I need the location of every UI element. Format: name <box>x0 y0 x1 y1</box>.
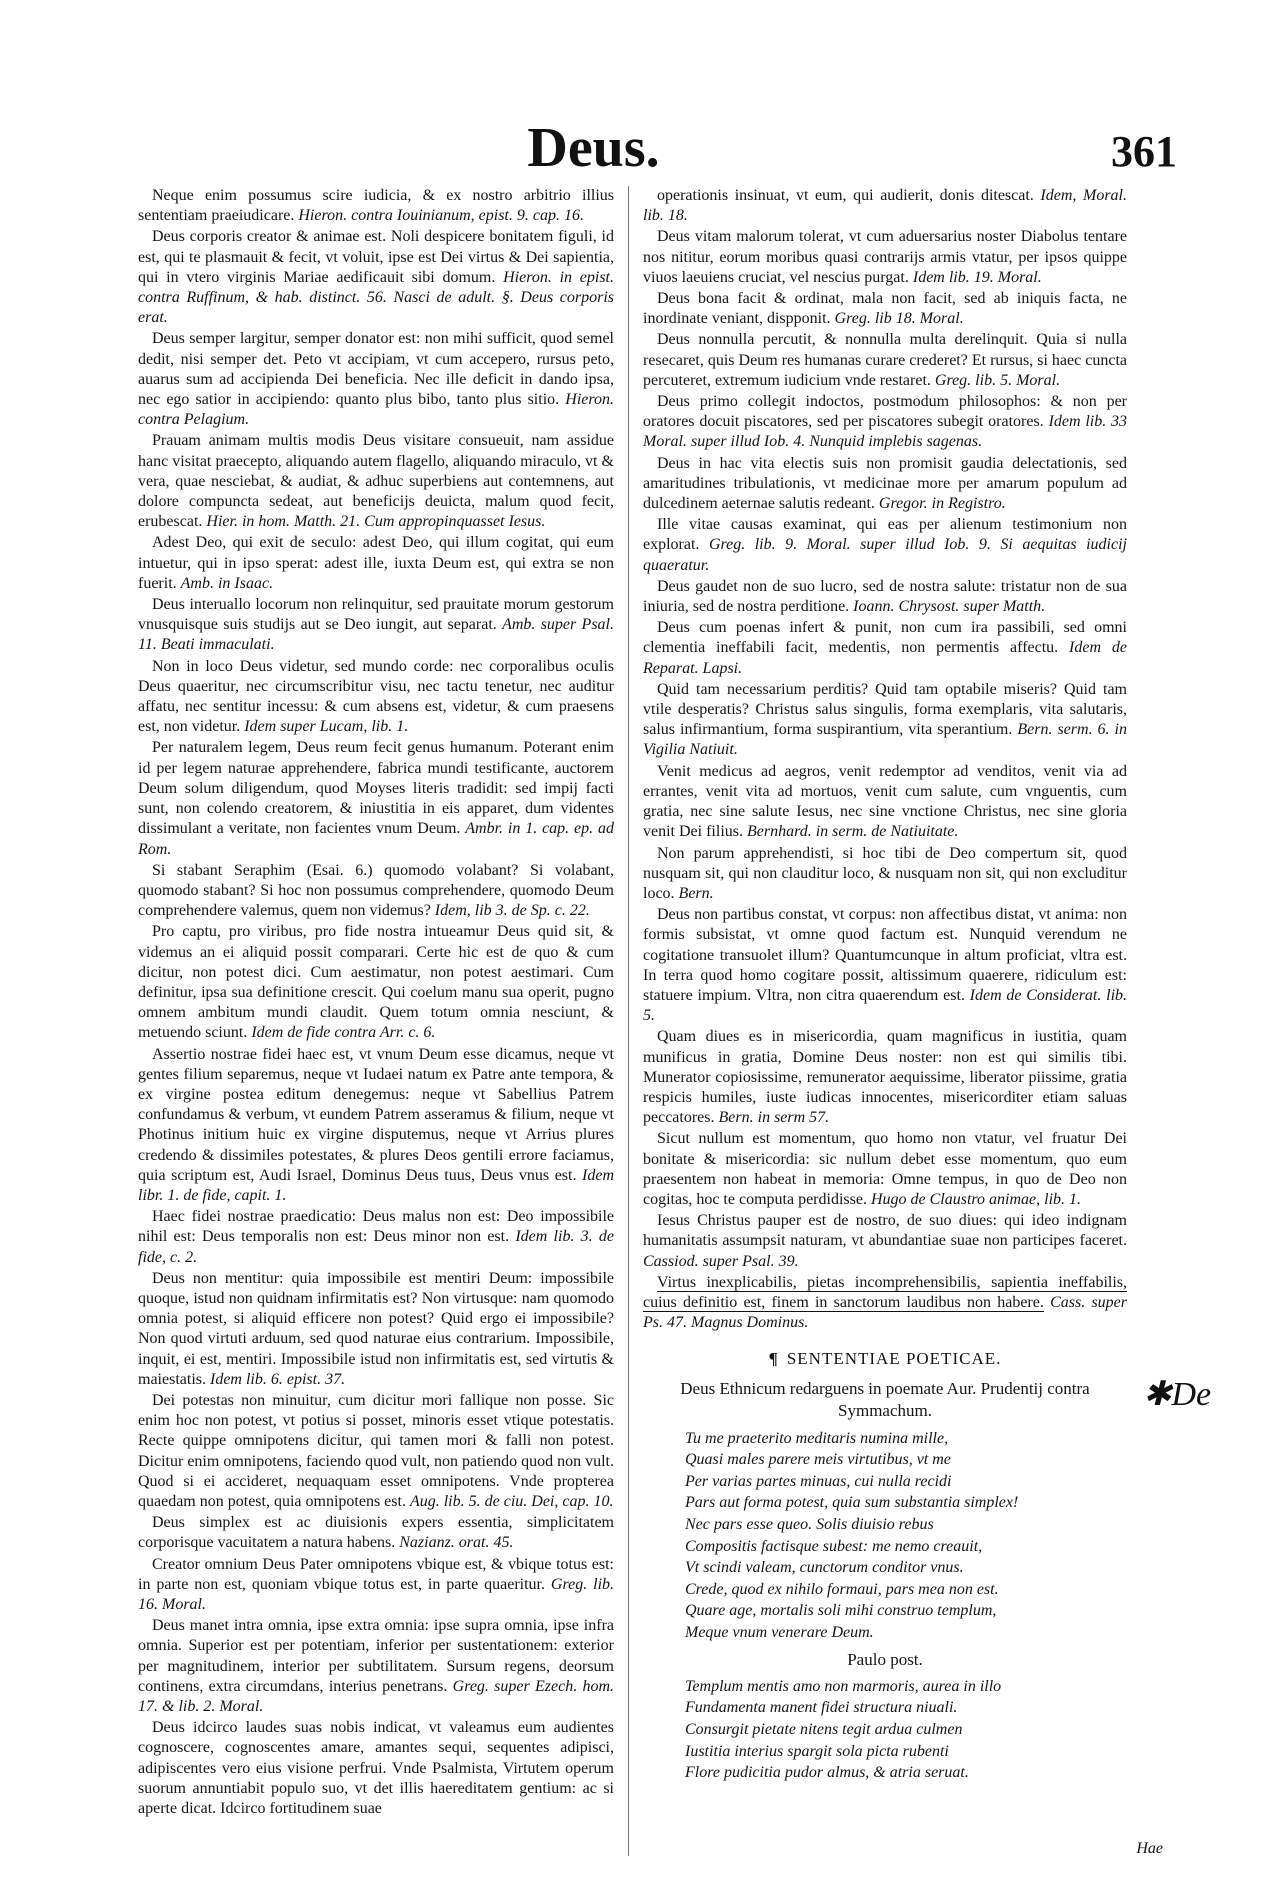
source-citation: Gregor. in Registro. <box>878 495 1006 513</box>
paragraph-text: Deus non partibus constat, vt corpus: non affectibus distat, vt anima: non formis subsistat, vt omne quod factum est. Nunquid verendum ne cogitatione transuolet illum? Quantumcunque in altum proficiat, vltra est. In terra quod homo cogitare possit, altissimum quaerere, ridiculum est: statuere impium. Vltra, non citra quaerendum est. <box>643 906 1127 1004</box>
paragraph-text: Deus nonnulla percutit, & nonnulla multa derelinquit. Quia si nulla resecaret, quis Deum res humanas curare crederet? Et rursus, si haec cuncta percuteret, extremum iudicium vnde restaret. <box>643 331 1127 389</box>
source-citation: Greg. lib 18. Moral. <box>834 310 964 328</box>
source-citation: Hugo de Claustro animae, lib. 1. <box>870 1190 1082 1208</box>
source-citation: Hier. in hom. Matth. 21. Cum appropinquasset Iesus. <box>206 513 546 531</box>
paragraph <box>643 905 1127 1026</box>
paragraph-text: Pro captu, pro viribus, pro fide nostra intueamur Deus quid sit, & videmus an ei aliquid possit comparari. Certe hic est de quo & cum dicitur, non potest dici. Cum aestimatur, non potest aestimari. Cum definitur, ipsa sua definitione crescit. Qui coelum manu sua operit, pugno omnem ambitum mundi claudit. Quem totum omnia nesciunt, & metuendo sciunt. <box>138 923 614 1042</box>
source-citation: Idem, Moral. lib. 18. <box>643 187 1128 225</box>
catchword: Hae <box>1136 1840 1163 1857</box>
paragraph <box>138 1269 614 1390</box>
paragraph <box>138 1718 614 1819</box>
source-citation: Ioann. Chrysost. super Matth. <box>853 598 1046 616</box>
verse-line: Crede, quod ex nihilo formaui, pars mea non est. <box>685 1580 999 1598</box>
verse-block-2 <box>685 1676 1127 1784</box>
paragraph <box>643 1129 1127 1210</box>
paragraph-text: Si stabant Seraphim (Esai. 6.) quomodo volabant? Si volabant, quomodo stabant? Si hoc non possumus comprehendere, quomodo Deum comprehendere valemus, quem non videmus? <box>138 861 614 920</box>
paragraph <box>643 618 1127 679</box>
source-citation: Idem lib. 19. Moral. <box>912 268 1042 286</box>
paragraph-text: Creator omnium Deus Pater omnipotens vbique est, & vbique totus est: in parte non est, quoniam vbique totus est, in parte quaeritur. <box>138 1555 614 1593</box>
paragraph-text: Deus semper largitur, semper donator est: non mihi sufficit, quod semel dedit, nisi semper det. Peto vt accipiam, vt cum accepero, rursus peto, auarus sum ad accipienda Dei beneficia. Nec ille deficit in dando ipsa, nec ego satior in accipiendo: quanto plus bibo, tanto plus sitio. <box>138 330 614 409</box>
paragraph-text: Deus in hac vita electis suis non promisit gaudia delectationis, sed amaritudines tribulationis, vt medicinae more per amarum populum ad dulcedinem aeternae salutis redeant. <box>643 454 1127 513</box>
source-citation: Greg. lib. 16. Moral. <box>138 1575 615 1614</box>
paragraph-text: Dei potestas non minuitur, cum dicitur mori fallique non posse. Sic enim hoc non potest, vt potius si posset, minoris esset vtique potestatis. Recte quippe omnipotens dicitur, qui tamen mori & falli non potest. Dicitur enim omnipotens, faciendo quod vult, non patiendo quod non vult. Quod si ei accideret, nequaquam esset omnipotens. Vnde propterea quaedam non potest, quia omnipotens est. <box>138 1391 614 1510</box>
source-citation: Idem de fide contra Arr. c. 6. <box>251 1024 436 1042</box>
paragraph <box>138 657 614 738</box>
paragraph <box>138 861 614 922</box>
source-citation: Bern. in serm 57. <box>718 1109 830 1127</box>
paragraph-text: Venit medicus ad aegros, venit redemptor ad venditos, venit via ad errantes, venit vita ad mortuos, venit cum salute, cum vnguentis, cum gratia, nec sine salute Iesus, nec sine vnctione Christus, nec sine gloria venit Dei filius. <box>643 762 1127 841</box>
source-citation: Hieron. contra Iouinianum, epist. 9. cap. 16. <box>298 207 584 225</box>
paragraph-text: Deus bona facit & ordinat, mala non facit, sed ab iniquis facta, ne inordinate veniant, dispponit. <box>643 290 1127 328</box>
paragraph <box>138 922 614 1043</box>
paragraph-text: Ille vitae causas examinat, qui eas per alienum testimonium non explorat. <box>643 516 1127 554</box>
right-column <box>643 186 1127 1784</box>
paragraph <box>138 533 614 594</box>
verse-line: Per varias partes minuas, cui nulla recidi <box>685 1472 952 1490</box>
verse-block-1 <box>685 1428 1127 1644</box>
paragraph <box>643 1211 1127 1272</box>
poetic-section-heading <box>643 1349 1127 1369</box>
paragraph <box>138 1616 614 1717</box>
source-citation: Cass. super Ps. 47. Magnus Dominus. <box>643 1293 1128 1332</box>
paragraph-text: Virtus inexplicabilis, pietas incomprehensibilis, sapientia ineffabilis, cuius definitio est, finem in sanctorum laudibus non habere. <box>643 1273 1127 1311</box>
verse-line: Nec pars esse queo. Solis diuisio rebus <box>685 1515 934 1533</box>
paragraph-mark-icon: ¶ <box>768 1349 779 1369</box>
source-citation: Greg. lib. 9. Moral. super illud Iob. 9. Si aequitas iudicij quaeratur. <box>643 536 1127 574</box>
paragraph-text: Deus cum poenas infert & punit, non cum ira passibili, sed omni clementia ineffabili facit, medentis, non permentis affectu. <box>643 619 1127 657</box>
verse-line: Pars aut forma potest, quia sum substantia simplex! <box>685 1494 1019 1512</box>
column-rule <box>628 186 629 1856</box>
source-citation: Bernhard. in serm. de Natiuitate. <box>746 823 959 841</box>
paragraph-text: Prauam animam multis modis Deus visitare consueuit, nam assidue hanc visitat praecepto, aliquando autem flagello, aliquando miraculo, vt & vera, quae nesciebat, & audiat, & adhuc superbiens aut contemnens, aut dolore compuncta sedeat, aut beneficijs deuicta, malum quod fecit, erubescat. <box>138 432 614 531</box>
source-citation: Idem de Reparat. Lapsi. <box>643 639 1128 677</box>
paragraph-text: Neque enim possumus scire iudicia, & ex nostro arbitrio illius sententiam praeiudicare. <box>138 187 614 225</box>
paragraph-text: Deus corporis creator & animae est. Noli despicere bonitatem figuli, id est, qui te plasmauit & fecit, vt voluit, ipse est Dei virtus & Dei sapientia, qui in vtero virginis Mariae aedificauit sibi domum. <box>138 228 614 286</box>
paragraph <box>138 186 614 226</box>
verse-line: Consurgit pietate nitens tegit ardua culmen <box>685 1720 963 1738</box>
paragraph <box>643 680 1127 761</box>
source-citation: Idem, lib 3. de Sp. c. 22. <box>434 902 590 920</box>
paragraph <box>643 515 1127 576</box>
source-citation: Bern. serm. 6. in Vigilia Natiuit. <box>643 721 1128 759</box>
paragraph <box>643 1027 1127 1128</box>
right-column-paragraphs <box>643 186 1127 1333</box>
paragraph <box>643 392 1127 453</box>
verse-line: Quasi males parere meis virtutibus, vt me <box>685 1451 951 1469</box>
paragraph-text: Deus gaudet non de suo lucro, sed de nostra salute: tristatur non de sua iniuria, sed de nostra perditione. <box>643 577 1127 616</box>
paragraph <box>643 454 1127 515</box>
source-citation: Amb. super Psal. 11. Beati immaculati. <box>138 616 614 654</box>
paragraph-text: Deus idcirco laudes suas nobis indicat, vt valeamus eum audientes cognoscere, cognoscentes amare, amantes sequi, sequentes adipisci, adipiscentes vero eius visione perfrui. Vnde Psalmista, Virtutem operum suorum annuntiabit populo suo, vt det illis haereditatem gentium: ac si aperte dicat. Idcirco fortitudinem suae <box>138 1719 614 1818</box>
source-citation: Idem lib. 3. de fide, c. 2. <box>138 1228 614 1266</box>
paragraph <box>138 738 614 859</box>
paragraph <box>138 1555 614 1616</box>
verse-line: Templum mentis amo non marmoris, aurea in illo <box>685 1677 1002 1695</box>
paragraph-text: operationis insinuat, vt eum, qui audierit, donis ditescat. <box>657 187 1034 204</box>
paragraph <box>643 330 1127 391</box>
paragraph <box>643 186 1127 226</box>
paragraph <box>643 227 1127 288</box>
paragraph-text: Assertio nostrae fidei haec est, vt vnum Deum esse dicamus, neque vt gentes filium separemus, neque vt Iudaei natum ex Patre ante tempora, & ex virgine postea editum denegemus: neque vt Sabellius Patrem confundamus & verbum, vt eundem Patrem asseramus & filium, neque vt Photinus initium huic ex virgine disputemus, neque vt Arrius plures credendo & dissimiles potestates, & plures Deos gentili errore faciamus, quia scriptum est, Audi Israel, Dominus Deus tuus, Deus vnus est. <box>138 1045 614 1184</box>
running-head-title: Deus. <box>527 117 660 179</box>
paragraph-text: Deus interuallo locorum non relinquitur, sed prauitate morum gestorum vnusquisque suis studijs aut se Deo iungit, aut separat. <box>138 596 614 634</box>
paragraph <box>138 431 614 532</box>
source-citation: Nazianz. orat. 45. <box>399 1534 514 1552</box>
verse-line: Vt scindi valeam, cunctorum conditor vnus. <box>685 1559 964 1577</box>
paragraph <box>643 762 1127 843</box>
verse-line: Iustitia interius spargit sola picta rubenti <box>685 1742 949 1760</box>
paragraph <box>138 227 614 328</box>
source-citation: Greg. super Ezech. hom. 17. & lib. 2. Moral. <box>138 1677 615 1716</box>
paragraph-text: Iesus Christus pauper est de nostro, de suo diues: qui ideo indignam humanitatis assumpsit naturam, vt abundantiae suae non participes faceret. <box>643 1212 1127 1250</box>
paragraph-text: Deus manet intra omnia, ipse extra omnia: ipse supra omnia, ipse infra omnia. Superior est per potentiam, inferior per sustentationem: exterior per magnitudinem, interior per subtilitatem. Sursum regens, deorsum continens, extra circumdans, interius penetrans. <box>138 1617 614 1695</box>
poetic-subtitle: Deus Ethnicum redarguens in poemate Aur. Prudentij contra Symmachum. <box>680 1378 1090 1420</box>
handwritten-margin-note: ✱De <box>1143 1376 1212 1413</box>
source-citation: Greg. lib. 5. Moral. <box>934 371 1061 389</box>
source-citation: Idem lib. 6. epist. 37. <box>209 1370 346 1388</box>
poetic-heading-text: SENTENTIAE POETICAE. <box>786 1349 1002 1369</box>
paragraph <box>643 844 1127 905</box>
page-number: 361 <box>1111 127 1177 176</box>
paragraph-text: Deus simplex est ac diuisionis expers essentia, simplicitatem corporisque vacuitatem a natura habens. <box>138 1514 614 1552</box>
paragraph-text: Adest Deo, qui exit de seculo: adest Deo, qui illum cogitat, qui eum intuetur, qui in ipso sperat: adest ille, iuxta Deum est, qui extra se non fuerit. <box>138 534 614 592</box>
source-citation: Bern. <box>678 884 714 902</box>
verse-line: Compositis factisque subest: me nemo creauit, <box>685 1537 983 1555</box>
source-citation: Cassiod. super Psal. 39. <box>643 1252 799 1270</box>
paragraph-text: Deus primo collegit indoctos, postmodum philosophos: & non per oratores docuit piscatores, sed per piscatores subegit oratores. <box>643 393 1127 431</box>
verse-line: Meque vnum venerare Deum. <box>685 1623 874 1641</box>
paragraph <box>138 1513 614 1553</box>
paragraph <box>643 1273 1127 1334</box>
verse-line: Flore pudicitia pudor almus, & atria seruat. <box>685 1764 969 1782</box>
left-column <box>138 186 614 1819</box>
paragraph-text: Non in loco Deus videtur, sed mundo corde: nec corporalibus oculis Deus quaeritur, nec circumscribitur visu, nec tactu tenetur, nec auditur affatu, nec sentitur incessu: & cum absens est, videtur, & cum praesens est, non videtur. <box>138 657 614 736</box>
paragraph <box>138 1045 614 1207</box>
paragraph <box>138 329 614 430</box>
verse-line: Tu me praeterito meditaris numina mille, <box>685 1429 949 1447</box>
paragraph-text: Deus vitam malorum tolerat, vt cum aduersarius noster Diabolus tentare nos nititur, eorum moribus quasi contrarijs armis vtatur, per ipsos quippe viuos laeuiens cruciat, vel nescius purgat. <box>643 228 1127 286</box>
source-citation: Amb. in Isaac. <box>180 574 274 592</box>
source-citation: Ambr. in 1. cap. ep. ad Rom. <box>138 820 614 858</box>
paragraph <box>138 1391 614 1512</box>
paragraph-text: Per naturalem legem, Deus reum fecit genus humanum. Poterant enim id per legem naturae apprehendere, fabrica mundi testificante, auctorem Deum solum diligendum, quod Moyses literis tradidit: sed impij facti sunt, non colendo creatorem, & iniustitia in eis apparet, dum videntes dissimulant a veritate, non facientes vnum Deum. <box>138 739 614 838</box>
source-citation: Idem libr. 1. de fide, capit. 1. <box>138 1166 614 1204</box>
paragraph-text: Deus non mentitur: quia impossibile est mentiri Deum: impossibile quoque, istud non quidnam infirmitatis est? Non virtusque: nam quomodo omnia potest, si aliquid efficere non potest? Quid ergo ei impossibile? Non quod virtuti arduum, sed quod naturae eius contrarium. Impossibile, inquit, ei est, mentiri. Impossibile istud non infirmitatis est, sed virtutis & maiestatis. <box>138 1269 614 1388</box>
source-citation: Hieron. in epist. contra Ruffinum, & hab. distinct. 56. Nasci de adult. §. Deus corporis erat. <box>138 268 615 327</box>
source-citation: Idem super Lucam, lib. 1. <box>244 718 409 736</box>
paulo-post: Paulo post. <box>847 1649 923 1669</box>
paragraph <box>138 1207 614 1268</box>
source-citation: Hieron. contra Pelagium. <box>138 391 614 429</box>
paragraph <box>643 289 1127 329</box>
verse-line: Quare age, mortalis soli mihi construo templum, <box>685 1602 997 1620</box>
source-citation: Idem lib. 33 Moral. super illud Iob. 4. Nunquid implebis sagenas. <box>643 413 1128 451</box>
verse-line: Fundamenta manent fidei structura niuali. <box>685 1699 958 1717</box>
paragraph-text: Quid tam necessarium perditis? Quid tam optabile miseris? Quid tam vtile desperatis? Christus salus singulis, forma exemplaris, vita salutaris, salus infirmantium, forma suspirantium, vita sperantium. <box>643 680 1127 739</box>
paragraph-text: Quam diues es in misericordia, quam magnificus in iustitia, quam munificus in gratia, Domine Deus noster: non est qui similis tibi. Munerator copiosissime, remunerator aequissime, liberator piissime, gratia respicis humiles, iuste iudicas innocentes, misericorditer etiam saluas peccatores. <box>643 1028 1127 1127</box>
paragraph <box>138 595 614 656</box>
paragraph-text: Haec fidei nostrae praedicatio: Deus malus non est: Deo impossibile nihil est: Deus temporalis non est: Deus minor non est. <box>138 1208 614 1246</box>
paragraph-text: Sicut nullum est momentum, quo homo non vtatur, vel fruatur Dei bonitate & misericordia: sic nullum debet esse momentum, quo eum praesentem non habeat in memoria: Omne tempus, in quo de Deo non cogitas, hoc te computa perdidisse. <box>643 1130 1127 1208</box>
source-citation: Idem de Considerat. lib. 5. <box>643 986 1128 1025</box>
paragraph <box>643 577 1127 617</box>
paragraph-text: Non parum apprehendisti, si hoc tibi de Deo compertum sit, quod nusquam sit, qui non clauditur loco, & nusquam non sit, qui non excluditur loco. <box>643 844 1127 902</box>
source-citation: Aug. lib. 5. de ciu. Dei, cap. 10. <box>409 1493 614 1510</box>
